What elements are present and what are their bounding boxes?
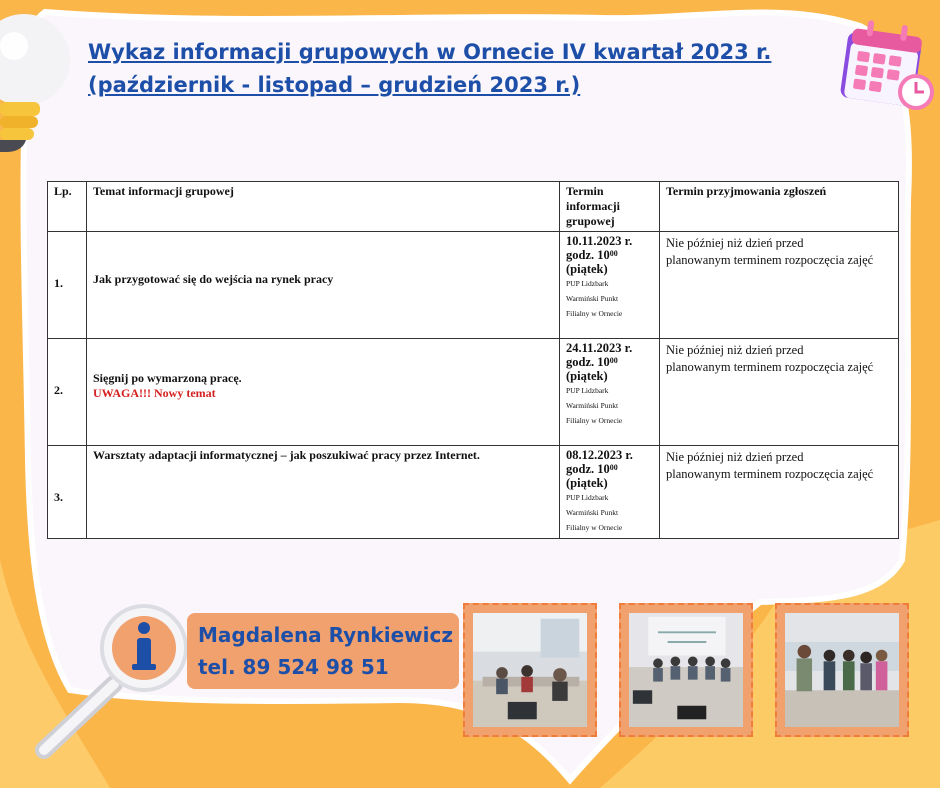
header-term: Termin informacji grupowej: [560, 182, 660, 232]
page-title: [88, 36, 808, 102]
row-warning: UWAGA!!! Nowy temat: [93, 386, 216, 400]
row-place: PUP Lidzbark: [566, 279, 609, 288]
contact-name: Magdalena Rynkiewicz: [198, 623, 453, 647]
info-table: [47, 181, 899, 539]
photo-1: [463, 603, 597, 737]
table-row: [48, 339, 899, 446]
title-line-2: (październik - listopad – grudzień 2023 r.): [88, 73, 581, 97]
row-place: Warmiński Punkt: [566, 401, 619, 410]
row-place: Filialny w Ornecie: [566, 309, 623, 318]
photo-3: [775, 603, 909, 737]
row-number: 1.: [54, 276, 63, 290]
row-deadline: planowanym terminem rozpoczęcia zajęć: [666, 253, 874, 267]
calendar-icon: [840, 18, 936, 113]
table-header-row: [48, 182, 899, 232]
row-number: 3.: [54, 490, 63, 504]
row-weekday: (piątek): [566, 262, 608, 276]
title-line-1: Wykaz informacji grupowych w Ornecie IV kwartał 2023 r.: [88, 40, 772, 64]
lightbulb-icon: [0, 10, 82, 160]
header-deadline: Termin przyjmowania zgłoszeń: [660, 182, 899, 232]
header-topic: Temat informacji grupowej: [87, 182, 560, 232]
table-row: [48, 232, 899, 339]
row-date: 08.12.2023 r.: [566, 448, 633, 462]
row-deadline: Nie później niż dzień przed: [666, 236, 804, 250]
row-topic: Jak przygotować się do wejścia na rynek pracy: [93, 272, 334, 286]
contact-phone[interactable]: tel. 89 524 98 51: [198, 655, 389, 679]
row-number: 2.: [54, 383, 63, 397]
row-weekday: (piątek): [566, 369, 608, 383]
header-lp: Lp.: [48, 182, 87, 232]
row-place: PUP Lidzbark: [566, 386, 609, 395]
contact-box: [187, 613, 459, 689]
row-time: godz. $10^{00}$: [566, 462, 618, 476]
row-deadline: Nie później niż dzień przed: [666, 450, 804, 464]
row-time: godz. $10^{00}$: [566, 355, 618, 369]
table-row: [48, 446, 899, 539]
row-deadline: Nie później niż dzień przed: [666, 343, 804, 357]
row-topic: Sięgnij po wymarzoną pracę.: [93, 371, 242, 385]
photo-2: [619, 603, 753, 737]
info-magnifier-icon: [30, 602, 190, 762]
row-place: Warmiński Punkt: [566, 508, 619, 517]
row-topic: Warsztaty adaptacji informatycznej – jak poszukiwać pracy przez Internet.: [93, 448, 480, 462]
row-place: Warmiński Punkt: [566, 294, 619, 303]
row-deadline: planowanym terminem rozpoczęcia zajęć: [666, 467, 874, 481]
row-weekday: (piątek): [566, 476, 608, 490]
row-date: 24.11.2023 r.: [566, 341, 633, 355]
row-time: godz. $10^{00}$: [566, 248, 618, 262]
row-date: 10.11.2023 r.: [566, 234, 633, 248]
row-place: PUP Lidzbark: [566, 493, 609, 502]
row-place: Filialny w Ornecie: [566, 416, 623, 425]
row-deadline: planowanym terminem rozpoczęcia zajęć: [666, 360, 874, 374]
row-place: Filialny w Ornecie: [566, 523, 623, 532]
